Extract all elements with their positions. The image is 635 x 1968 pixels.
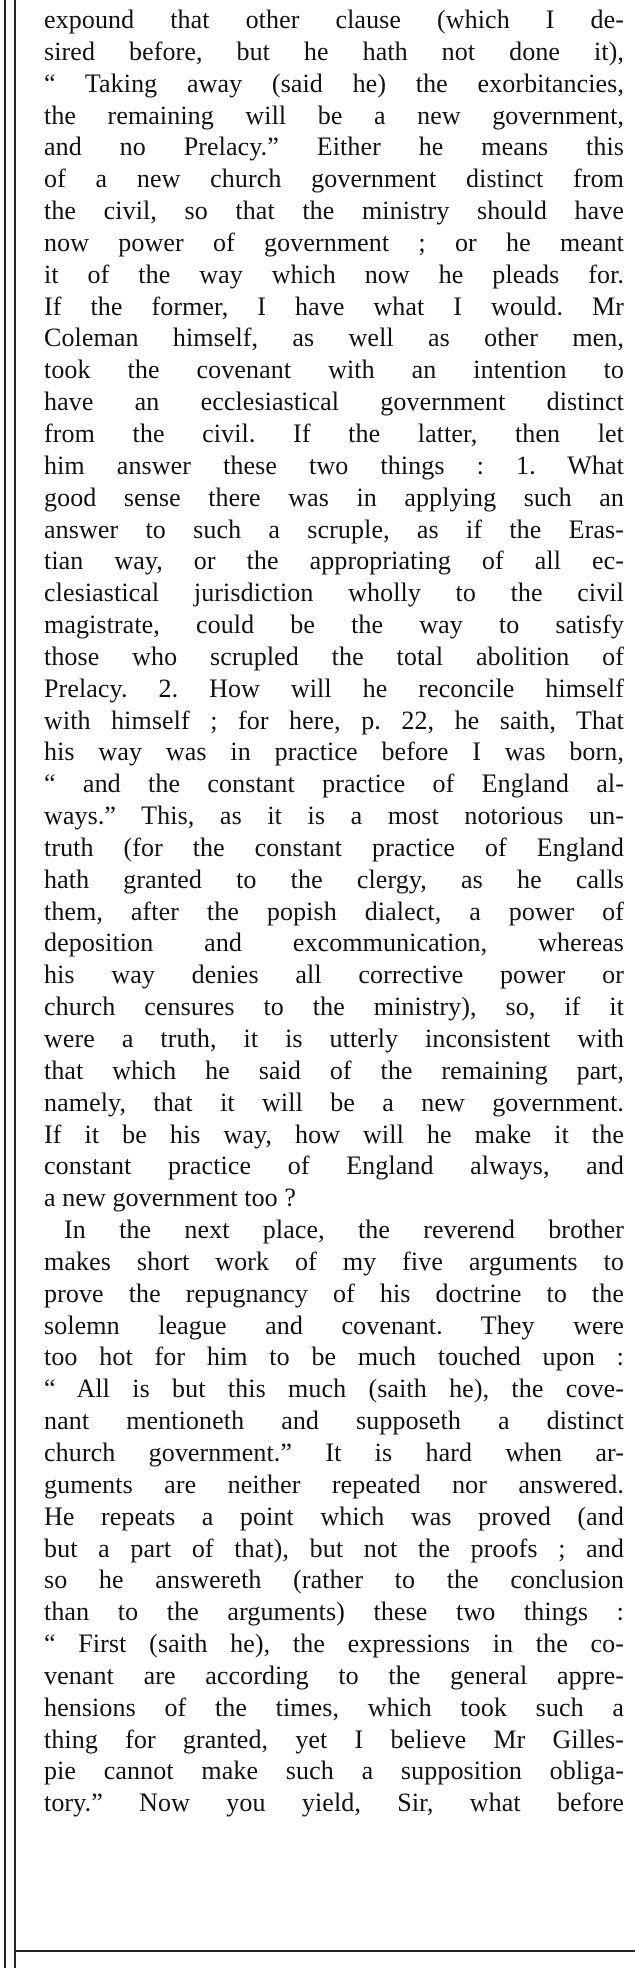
- text-line: pie cannot make such a supposition obliga-: [44, 1756, 624, 1786]
- text-line: too hot for him to be much touched upon :: [44, 1342, 624, 1372]
- text-line: tian way, or the appropriating of all ec-: [44, 546, 624, 576]
- text-line: clesiastical jurisdiction wholly to the civil: [44, 578, 624, 608]
- text-line: with himself ; for here, p. 22, he saith, That: [44, 705, 624, 735]
- text-line: venant are according to the general appre-: [44, 1660, 624, 1690]
- text-line: a new government too ?: [44, 1183, 297, 1213]
- text-line: his way was in practice before I was born,: [44, 737, 624, 767]
- text-line: it of the way which now he pleads for.: [44, 259, 624, 289]
- text-line: thing for granted, yet I believe Mr Gilles-: [44, 1724, 624, 1754]
- text-line: sired before, but he hath not done it),: [44, 36, 624, 66]
- text-line: his way denies all corrective power or: [44, 960, 624, 990]
- text-line: Prelacy. 2. How will he reconcile himself: [44, 673, 624, 703]
- text-line: truth (for the constant practice of England: [44, 832, 624, 862]
- text-line: from the civil. If the latter, then let: [44, 418, 624, 448]
- text-line: “ and the constant practice of England al-: [44, 769, 624, 799]
- text-line: the civil, so that the ministry should have: [44, 196, 624, 226]
- text-line: “ First (saith he), the expressions in the co-: [44, 1629, 624, 1659]
- text-line: were a truth, it is utterly inconsistent with: [44, 1024, 624, 1053]
- text-line: solemn league and covenant. They were: [44, 1310, 624, 1340]
- text-line: In the next place, the reverend brother: [64, 1215, 624, 1245]
- text-line: “ All is but this much (saith he), the cove-: [44, 1374, 624, 1404]
- text-line: prove the repugnancy of his doctrine to the: [44, 1278, 624, 1308]
- text-line: tory.” Now you yield, Sir, what before: [44, 1788, 624, 1818]
- text-line: of a new church government distinct from: [44, 164, 624, 194]
- text-line: him answer these two things : 1. What: [44, 450, 624, 480]
- bottom-rule: [14, 1950, 635, 1952]
- text-line: and no Prelacy.” Either he means this: [44, 132, 624, 162]
- text-line: If the former, I have what I would. Mr: [44, 291, 624, 321]
- text-line: makes short work of my five arguments to: [44, 1246, 624, 1276]
- text-line: nant mentioneth and supposeth a distinct: [44, 1406, 624, 1436]
- text-line: constant practice of England always, and: [44, 1151, 624, 1181]
- text-line: have an ecclesiastical government distinct: [44, 387, 624, 417]
- text-line: hath granted to the clergy, as he calls: [44, 864, 624, 894]
- text-line: deposition and excommunication, whereas: [44, 928, 624, 958]
- text-line: so he answereth (rather to the conclusion: [44, 1565, 624, 1595]
- text-line: them, after the popish dialect, a power of: [44, 896, 624, 926]
- text-column: [44, 4, 624, 1819]
- text-line: church government.” It is hard when ar-: [44, 1437, 624, 1467]
- text-line: good sense there was in applying such an: [44, 482, 624, 512]
- text-line: that which he said of the remaining part,: [44, 1055, 624, 1085]
- text-line: than to the arguments) these two things :: [44, 1597, 624, 1627]
- text-line: those who scrupled the total abolition of: [44, 641, 624, 671]
- text-line: ways.” This, as it is a most notorious un-: [44, 801, 624, 831]
- text-line: hensions of the times, which took such a: [44, 1692, 624, 1722]
- left-margin-rule-inner: [14, 0, 16, 1968]
- text-line: If it be his way, how will he make it the: [44, 1119, 624, 1149]
- text-line: “ Taking away (said he) the exorbitancies,: [44, 68, 624, 98]
- text-line: namely, that it will be a new government.: [44, 1087, 624, 1117]
- text-line: answer to such a scruple, as if the Eras-: [44, 514, 624, 544]
- text-line: the remaining will be a new government,: [44, 100, 624, 130]
- left-margin-rule-outer: [4, 0, 6, 1968]
- text-line: expound that other clause (which I de-: [44, 5, 624, 34]
- text-line: took the covenant with an intention to: [44, 355, 624, 385]
- text-line: He repeats a point which was proved (and: [44, 1501, 624, 1531]
- text-line: now power of government ; or he meant: [44, 227, 624, 257]
- text-line: guments are neither repeated nor answered.: [44, 1469, 624, 1499]
- text-line: magistrate, could be the way to satisfy: [44, 610, 624, 640]
- text-line: Coleman himself, as well as other men,: [44, 323, 624, 353]
- text-line: church censures to the ministry), so, if it: [44, 992, 624, 1022]
- text-line: but a part of that), but not the proofs ; and: [44, 1533, 624, 1563]
